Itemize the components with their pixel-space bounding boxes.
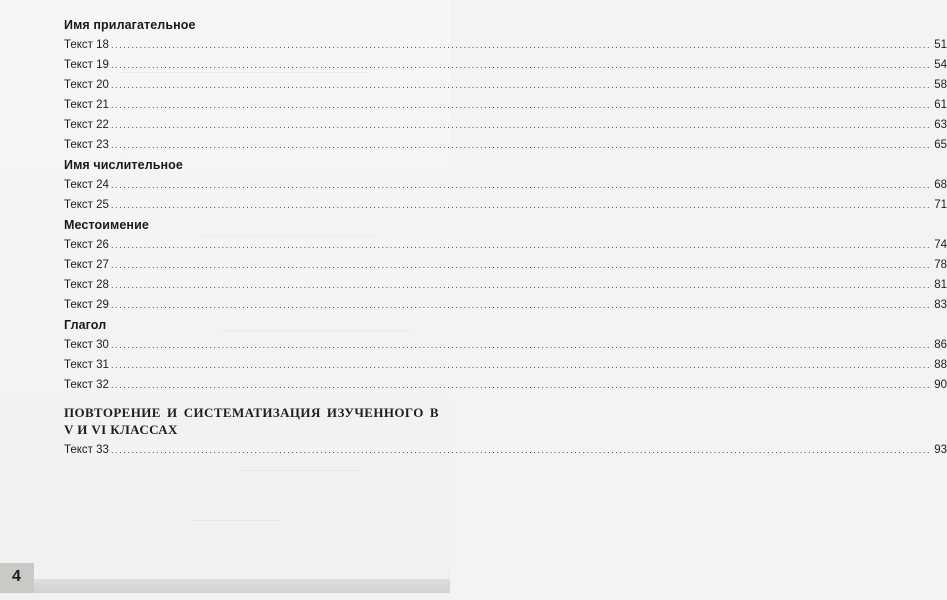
entry-page: 86 — [934, 339, 947, 351]
entry-label: Текст 30 — [64, 339, 109, 351]
dot-leader: ........................................................................................................................................................................................................ — [110, 240, 932, 250]
dot-leader: ........................................................................................................................................................................................................ — [110, 80, 932, 90]
dot-leader: ........................................................................................................................................................................................................ — [110, 280, 932, 290]
toc-entry — [64, 75, 947, 95]
entry-label: Текст 22 — [64, 119, 109, 131]
section-heading: Имя прилагательное — [64, 18, 196, 32]
page-number: 4 — [12, 568, 21, 585]
toc-entry — [64, 175, 947, 195]
review-heading: ПОВТОРЕНИЕ И СИСТЕМАТИЗАЦИЯ ИЗУЧЕННОГО В V И VI КЛАССАХ — [64, 405, 439, 437]
toc-entry — [64, 375, 947, 395]
section-heading: Глагол — [64, 318, 107, 332]
toc-entry — [64, 355, 947, 375]
dot-leader: ........................................................................................................................................................................................................ — [110, 140, 932, 150]
entry-page: 51 — [934, 39, 947, 51]
toc-entry — [64, 55, 947, 75]
toc-entry — [64, 115, 947, 135]
entry-label: Текст 29 — [64, 299, 109, 311]
entry-page: 65 — [934, 139, 947, 151]
entry-page: 88 — [934, 359, 947, 371]
toc-section-numeral — [64, 156, 947, 215]
dot-leader: ........................................................................................................................................................................................................ — [110, 340, 932, 350]
entry-page: 78 — [934, 259, 947, 271]
dot-leader: ........................................................................................................................................................................................................ — [110, 260, 932, 270]
entry-page: 63 — [934, 119, 947, 131]
section-heading: Местоимение — [64, 218, 149, 232]
entry-label: Текст 31 — [64, 359, 109, 371]
dot-leader: ........................................................................................................................................................................................................ — [110, 100, 932, 110]
toc-section-adjective — [64, 16, 947, 155]
entry-label: Текст 33 — [64, 444, 109, 456]
toc-entry — [64, 440, 947, 460]
entry-label: Текст 28 — [64, 279, 109, 291]
toc-entry — [64, 335, 947, 355]
entry-page: 54 — [934, 59, 947, 71]
entry-page: 74 — [934, 239, 947, 251]
toc-section-review — [64, 404, 947, 460]
entry-label: Текст 18 — [64, 39, 109, 51]
toc-entry — [64, 235, 947, 255]
toc-entry — [64, 35, 947, 55]
dot-leader: ........................................................................................................................................................................................................ — [110, 120, 932, 130]
entry-label: Текст 24 — [64, 179, 109, 191]
entry-page: 61 — [934, 99, 947, 111]
entry-page: 68 — [934, 179, 947, 191]
toc-entry — [64, 295, 947, 315]
entry-label: Текст 19 — [64, 59, 109, 71]
entry-label: Текст 21 — [64, 99, 109, 111]
toc-section-pronoun — [64, 216, 947, 315]
toc-entry — [64, 195, 947, 215]
toc-section-verb — [64, 316, 947, 395]
entry-page: 81 — [934, 279, 947, 291]
dot-leader: ........................................................................................................................................................................................................ — [110, 445, 932, 455]
entry-page: 71 — [934, 199, 947, 211]
entry-label: Текст 23 — [64, 139, 109, 151]
entry-page: 90 — [934, 379, 947, 391]
dot-leader: ........................................................................................................................................................................................................ — [110, 380, 932, 390]
toc-entry — [64, 95, 947, 115]
dot-leader: ........................................................................................................................................................................................................ — [110, 40, 932, 50]
toc-entry — [64, 135, 947, 155]
entry-page: 83 — [934, 299, 947, 311]
toc-entry — [64, 275, 947, 295]
footer-band — [34, 579, 450, 593]
entry-label: Текст 25 — [64, 199, 109, 211]
entry-label: Текст 32 — [64, 379, 109, 391]
dot-leader: ........................................................................................................................................................................................................ — [110, 60, 932, 70]
entry-label: Текст 26 — [64, 239, 109, 251]
dot-leader: ........................................................................................................................................................................................................ — [110, 200, 932, 210]
entry-page: 93 — [934, 444, 947, 456]
dot-leader: ........................................................................................................................................................................................................ — [110, 360, 932, 370]
section-heading: Имя числительное — [64, 158, 183, 172]
entry-label: Текст 27 — [64, 259, 109, 271]
dot-leader: ........................................................................................................................................................................................................ — [110, 300, 932, 310]
toc-entry — [64, 255, 947, 275]
entry-page: 58 — [934, 79, 947, 91]
table-of-contents — [64, 16, 947, 460]
entry-label: Текст 20 — [64, 79, 109, 91]
dot-leader: ........................................................................................................................................................................................................ — [110, 180, 932, 190]
